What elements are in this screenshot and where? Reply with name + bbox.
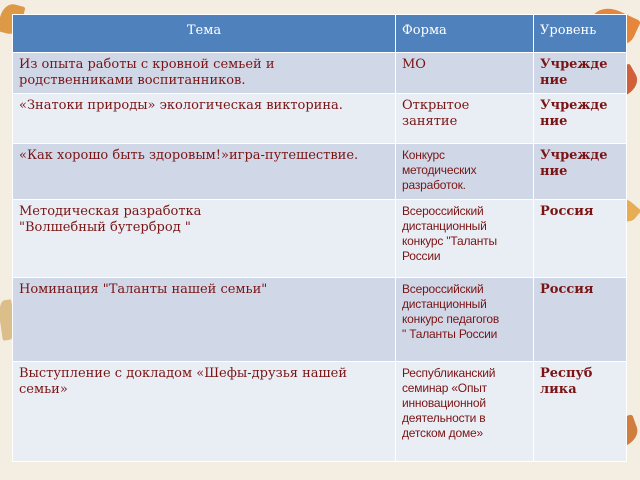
cell-topic: «Знатоки природы» экологическая викторина. [13, 94, 396, 144]
table-row [13, 200, 627, 278]
table-row [13, 278, 627, 362]
cell-level: Учрежде ние [534, 53, 627, 94]
cell-form: Конкурс методических разработок. [396, 144, 534, 200]
cell-level: Респуб лика [534, 362, 627, 462]
cell-level: Учрежде ние [534, 144, 627, 200]
cell-form: Всероссийский дистанционный конкурс педагогов " Таланты России [396, 278, 534, 362]
header-topic: Тема [13, 15, 396, 53]
cell-level: Учрежде ние [534, 94, 627, 144]
cell-topic: Методическая разработка "Волшебный бутерброд " [13, 200, 396, 278]
cell-form: Всероссийский дистанционный конкурс "Таланты России [396, 200, 534, 278]
table-row [13, 144, 627, 200]
cell-form: Открытое занятие [396, 94, 534, 144]
header-form: Форма [396, 15, 534, 53]
cell-level: Россия [534, 200, 627, 278]
cell-topic: Выступление с докладом «Шефы-друзья нашей семьи» [13, 362, 396, 462]
header-level: Уровень [534, 15, 627, 53]
table-row [13, 362, 627, 462]
cell-topic: Номинация "Таланты нашей семьи" [13, 278, 396, 362]
cell-form: Республиканский семинар «Опыт инновационной деятельности в детском доме» [396, 362, 534, 462]
cell-topic: «Как хорошо быть здоровым!»игра-путешествие. [13, 144, 396, 200]
table-header-row [13, 15, 627, 53]
activities-table [12, 14, 627, 462]
cell-form: МО [396, 53, 534, 94]
cell-level: Россия [534, 278, 627, 362]
table-row [13, 94, 627, 144]
table-row [13, 53, 627, 94]
cell-topic: Из опыта работы с кровной семьей и родственниками воспитанников. [13, 53, 396, 94]
